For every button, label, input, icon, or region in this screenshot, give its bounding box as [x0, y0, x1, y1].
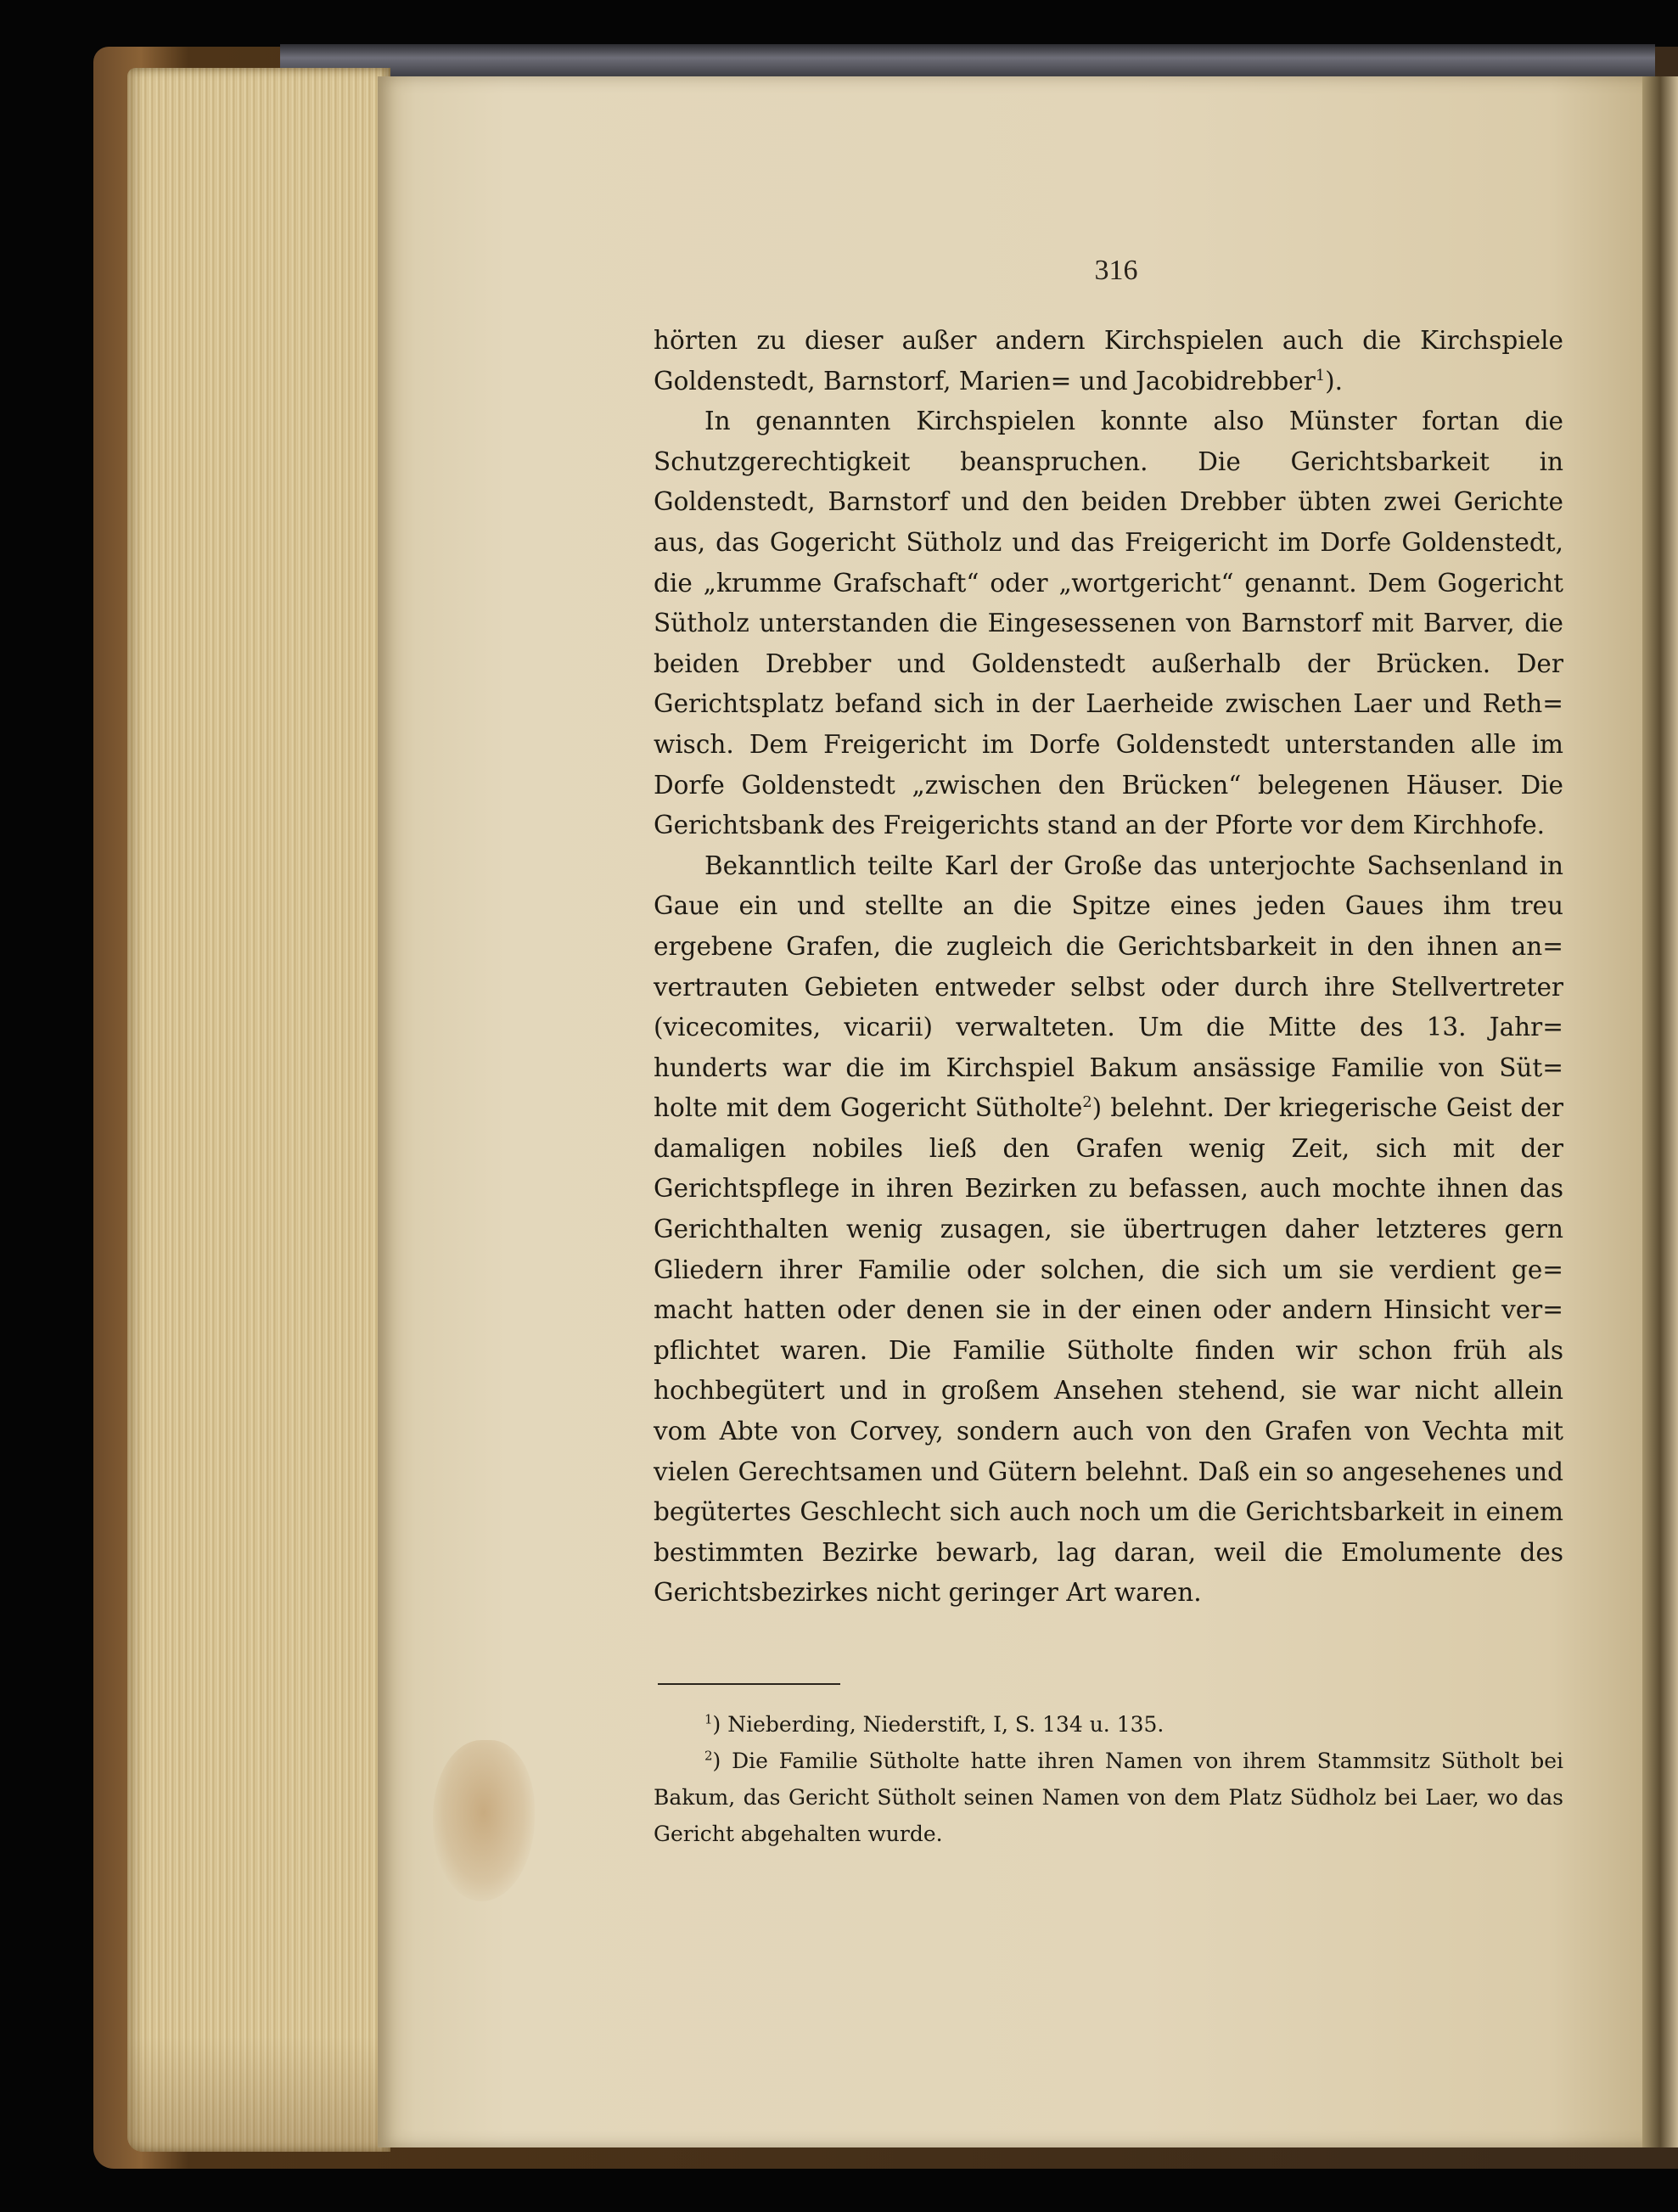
footnote-ref-1: 1: [1315, 367, 1326, 385]
paragraph-3-text-before: Bekanntlich teilte Karl der Große das unterjochte Sachsenland in Gaue ein und stellte an die Spitze eines jeden Gaues ihm treu ergebene Grafen, die zugleich die Gerichtsbarkeit in den ihnen an= vertrauten Gebieten entweder selbst oder durch ihre Stellvertreter (vicecomites, vicarii) verwalteten. Um die Mitte des 13. Jahr= hunderts war die im Kirchspiel Bakum ansässige Familie von Süt= holte mit dem Gogericht Sütholte: [654, 851, 1563, 1123]
footnote-1-text: ) Nieberding, Niederstift, I, S. 134 u. 135.: [712, 1712, 1164, 1737]
footnote-2: [654, 1743, 1563, 1852]
cover-spine-edge: [280, 44, 1655, 78]
paragraph-2: In genannten Kirchspielen konnte also Münster fortan die Schutzgerechtigkeit beanspruchen. Die Gerichtsbarkeit in Goldenstedt, Barnstorf und den beiden Drebber übten zwei Gerichte aus, das Gogericht Sütholz und das Freigericht im Dorfe Goldenstedt, die „krumme Grafschaft“ oder „wortgericht“ genannt. Dem Gogericht Sütholz unterstanden die Eingesessenen von Barnstorf mit Barver, die beiden Drebber und Goldenstedt außerhalb der Brücken. Der Gerichtsplatz befand sich in der Laerheide zwischen Laer und Reth= wisch. Dem Freigericht im Dorfe Goldenstedt unterstanden alle im Dorfe Goldenstedt „zwischen den Brücken“ belegenen Häuser. Die Gerichtsbank des Freigerichts stand an der Pforte vor dem Kirchhofe.: [654, 407, 1563, 840]
book-gutter: [1642, 76, 1678, 2147]
footnotes: [654, 1706, 1563, 1852]
page-number: 316: [1094, 255, 1138, 286]
footnote-2-text: ) Die Familie Sütholte hatte ihren Namen von ihrem Stammsitz Sütholt bei Bakum, das Gericht Sütholt seinen Namen von dem Platz Südholz bei Laer, wo das Gericht abgehalten wurde.: [654, 1749, 1563, 1846]
footnote-1-marker: 1: [704, 1711, 713, 1727]
page-stack-edges: [127, 68, 390, 2152]
footnote-1: [654, 1706, 1563, 1743]
footnote-ref-2: 2: [1082, 1094, 1092, 1112]
page-stack-shadow: [127, 2037, 390, 2152]
body-text: [654, 321, 1563, 1614]
paragraph-1-tail: ).: [1325, 366, 1343, 396]
footnote-divider: [658, 1683, 840, 1685]
paragraph-3-text-after: ) belehnt. Der kriegerische Geist der damaligen nobiles ließ den Grafen wenig Zeit, sich mit der Gerichtspflege in ihren Bezirken zu befassen, auch mochte ihnen das Gerichthalten wenig zusagen, sie übertrugen daher letzteres gern Gliedern ihrer Familie oder solchen, die sich um sie verdient ge= macht hatten oder denen sie in der einen oder andern Hinsicht ver= pflichtet waren. Die Familie Sütholte finden wir schon früh als hochbegütert und in großem Ansehen stehend, sie war nicht allein vom Abte von Corvey, sondern auch von den Grafen von Vechta mit vielen Gerechtsamen und Gütern belehnt. Daß ein so angesehenes und begütertes Geschlecht sich auch noch um die Gerichtsbarkeit in einem bestimmten Bezirke bewarb, lag daran, weil die Emolumente des Gerichtsbezirkes nicht geringer Art waren.: [654, 1093, 1563, 1608]
paragraph-1-text: hörten zu dieser außer andern Kirchspielen auch die Kirchspiele Goldenstedt, Barnstorf, Marien= und Jacobidrebber: [654, 326, 1563, 396]
paragraph-1: [654, 321, 1563, 401]
paragraph-3: [654, 846, 1563, 1614]
footnote-2-marker: 2: [704, 1748, 713, 1764]
